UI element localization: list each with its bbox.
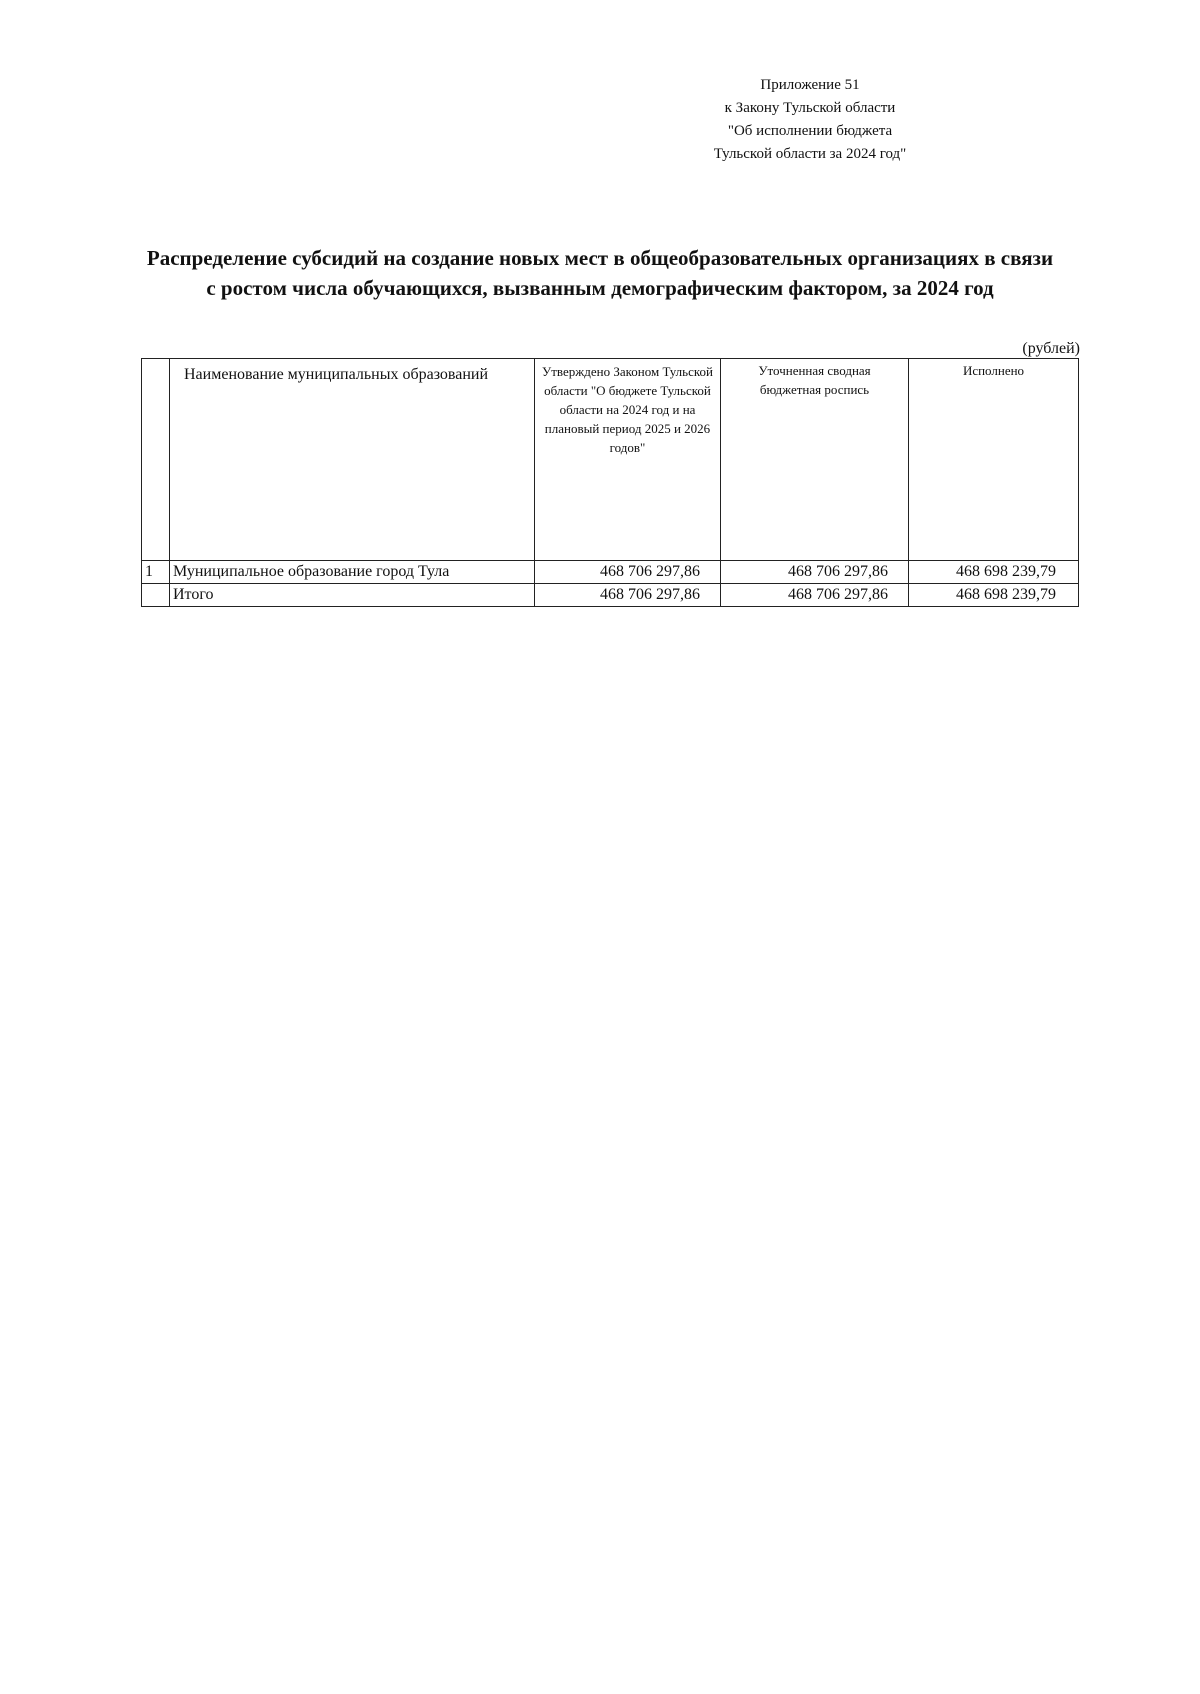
total-name: Итого [170,584,535,607]
appendix-header [660,74,960,166]
appendix-number: Приложение 51 [760,77,860,93]
subsidy-table [141,358,1079,607]
row-name: Муниципальное образование город Тула [170,561,535,584]
total-number [142,584,170,607]
appendix-law-reference: к Закону Тульской области [724,100,896,116]
row-specified: 468 706 297,86 [721,561,909,584]
document-title [120,243,1080,303]
header-approved: Утверждено Законом Тульской области "О бюджете Тульской области на 2024 год и на плановый период 2025 и 2026 годов" [535,359,721,561]
units-label: (рублей) [1022,340,1080,357]
row-approved: 468 706 297,86 [535,561,721,584]
row-executed: 468 698 239,79 [909,561,1079,584]
header-name: Наименование муниципальных образований [170,359,535,561]
header-specified: Уточненная сводная бюджетная роспись [721,359,909,561]
total-approved: 468 706 297,86 [535,584,721,607]
row-number: 1 [142,561,170,584]
total-specified: 468 706 297,86 [721,584,909,607]
header-number [142,359,170,561]
table-header-row [142,359,1079,561]
appendix-law-title-line2: Тульской области за 2024 год" [713,146,907,162]
total-executed: 468 698 239,79 [909,584,1079,607]
document-title-line2: с ростом числа обучающихся, вызванным демографическим фактором, за 2024 год [206,276,994,300]
document-title-line1: Распределение субсидий на создание новых мест в общеобразовательных организациях в связи [146,246,1054,270]
appendix-law-title-line1: "Об исполнении бюджета [727,123,893,139]
total-row [142,584,1079,607]
header-executed: Исполнено [909,359,1079,561]
table-row [142,561,1079,584]
